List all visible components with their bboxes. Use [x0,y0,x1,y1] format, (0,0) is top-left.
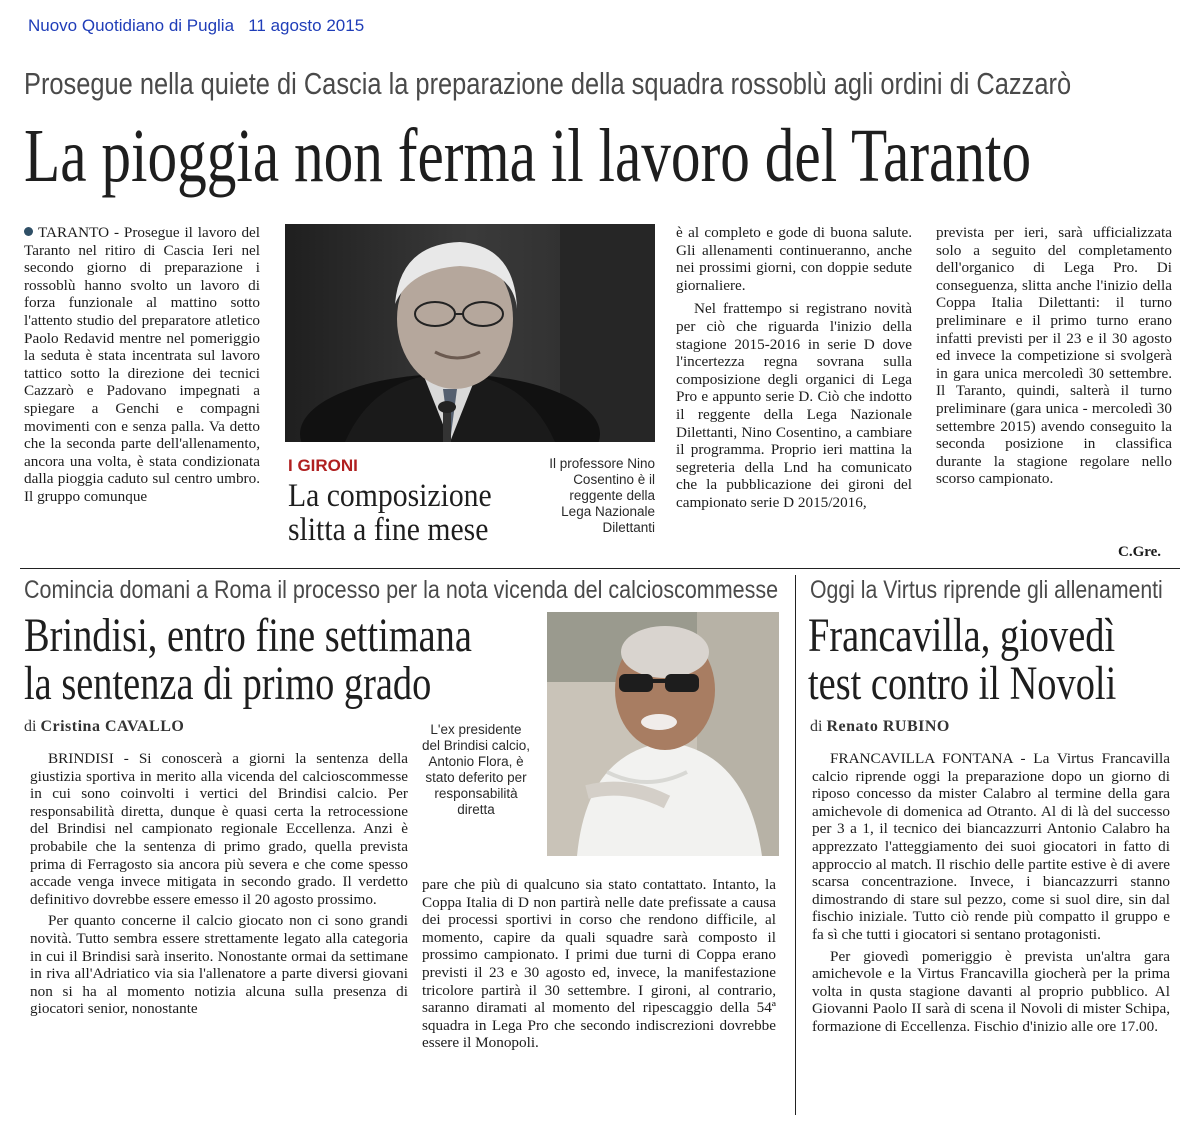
article1-signature: C.Gre. [1118,544,1162,560]
article3-byline [810,718,950,736]
photo-caption-flora: L'ex presidente del Brindisi calcio, Antonio Flora, è stato deferito per responsabilità diretta [421,722,531,817]
article2-kicker: Comincia domani a Roma il processo per la nota vicenda del calcioscommesse [24,576,779,604]
article3-p1: FRANCAVILLA FONTANA - La Virtus Francavilla calcio riprende oggi la preparazione dopo un giorno di riposo concesso da mister Calabro al termine della gara amichevole di domenica ad Otranto. Al di là del successo per 3 a 1, il tecnico dei biancazzurri Antonio Calabro ha apprezzato l'atteggiamento dei suoi giocatori in fatto di approccio al match. Il rischio delle partite estive è di avere scarsa concentrazione. Invece, i biancazzurri stanno dimostrando di stare sul pezzo, come si suol dire, sin dal fischio iniziale. Tutto ciò rende più compatto il gruppo e fa sì che tutti i giocatori si sentano protagonisti. [812,750,1170,943]
article1-col1 [24,224,260,506]
article1-title: La pioggia non ferma il lavoro del Taranto [24,114,1032,198]
article3-body [812,750,1170,1036]
article3-title-line1: Francavilla, giovedì [808,609,1116,662]
box-title-line2: slitta a fine mese [288,512,489,548]
article1-kicker: Prosegue nella quiete di Cascia la preparazione della squadra rossoblù agli ordini di Cazzarò [24,66,1072,101]
byline-prefix: di [810,718,823,735]
photo-antonio-flora [547,612,779,856]
author-name: Renato RUBINO [826,718,950,735]
article1-col4 [936,224,1172,488]
article2-col2-text: pare che più di qualcuno sia stato contattato. Intanto, la Coppa Italia di D non partirà nelle date prefissate a causa dei processi sportivi in corso che rendono difficile, al momento, capire da quali squadre sarà composto il prossimo campionato. I primi due turni di Coppa erano previsti il 23 e 30 agosto ed, invece, la manifestazione tricolore partirà il 30 settembre. I gironi, al contrario, saranno diramati al momento del ripescaggio della 54ª squadra in Lega Pro che secondo indiscrezioni dovrebbe essere il Monopoli. [422,876,776,1052]
byline-prefix: di [24,718,37,735]
article2-col1-p1: BRINDISI - Si conoscerà a giorni la sentenza della giustizia sportiva in merito alla vicenda del calcioscommesse in cui sono coinvolti i vertici del Brindisi calcio. Per responsabilità diretta, dunque è quasi certa la retrocessione del Brindisi nel campionato regionale Eccellenza. Anzi è probabile che la sentenza di primo grado, quella prevista prima di Ferragosto sia ancora più severa e che come spesso accade venga invece mitigata in secondo grado. Il verdetto definitivo dovrebbe essere emesso il 20 agosto prossimo. [30,750,408,908]
box-title-line1: La composizione [288,478,492,514]
article2-title-line2: la sentenza di primo grado [24,657,432,710]
article2-col1 [30,750,408,1018]
article1-col4-text: prevista per ieri, sarà ufficializzata solo a seguito del completamento dell'organico di Lega Pro. Di conseguenza, slitta anche l'inizio della Coppa Italia Dilettanti: il turno preliminare e il primo turno erano infatti previsti per il 23 e il 30 agosto ed invece la competizione si svolgerà in gara unica mercoledì 30 settembre. Il Taranto, quindi, salterà il turno preliminare (gara unica - mercoledì 30 settembre 2015) avendo conseguito la seconda posizione in classifica durante la stagione regolare nello scorso campionato. [936,224,1172,488]
article1-col1-text: TARANTO - Prosegue il lavoro del Taranto nel ritiro di Cascia Ieri nel secondo giorno di preparazione i rossoblù hanno svolto un lavoro di forza funzionale al mattino sotto l'attento studio del preparatore atletico Paolo Redavid mentre nel pomeriggio la seduta è stata incentrata sul lavoro tattico sotto la direzione dei tecnici Cazzarò e Padovano impegnati a spiegare a Genchi e compagni movimenti con e senza palla. Va detto che la seconda parte dell'allenamento, ancora una volta, è stata condizionata dalla pioggia caduto sul centro umbro. Il gruppo comunque [24,224,260,505]
article2-byline [24,718,184,736]
article1-col3-p1: è al completo e gode di buona salute. Gli allenamenti continueranno, anche nei prossimi giorni, con doppie sedute giornaliere. [676,224,912,294]
article2-col2 [422,876,776,1052]
article2-col1-p2: Per quanto concerne il calcio giocato non ci sono grandi novità. Tutto sembra essere strettamente legato alla categoria in cui il Brindisi sarà inserito. Nonostante ormai da settimane in riva all'Adriatico via sia l'allenatore a parte diversi giovani non si ha al momento notizia alcuna sulla presenza di giocatori senior, nonostante [30,912,408,1018]
box-label: I GIRONI [288,456,358,475]
author-name: Cristina CAVALLO [40,718,185,735]
article3-kicker: Oggi la Virtus riprende gli allenamenti [810,576,1163,604]
portrait-image-2 [547,612,779,856]
photo-caption-cosentino: Il professore Nino Cosentino è il reggente della Lega Nazionale Dilettanti [549,456,655,535]
source-label: Nuovo Quotidiano di Puglia 11 agosto 2015 [28,16,365,35]
column-divider [795,575,796,1115]
portrait-image [285,224,655,442]
article3-p2: Per giovedì pomeriggio è prevista un'altra gara amichevole e la Virtus Francavilla giocherà per la prima volta in qusta stagione davanti al proprio pubblico. Al Giovanni Paolo II sarà di scena il Novoli di mister Schipa, formazione di Eccellenza. Fischio d'inizio alle ore 17.00. [812,947,1170,1035]
article3-title-line2: test contro il Novoli [808,657,1117,710]
photo-nino-cosentino [285,224,655,442]
section-divider [20,568,1180,569]
article1-col3-p2: Nel frattempo si registrano novità per ciò che riguarda l'inizio della stagione 2015-2016 in serie D dove l'incertezza regna sovrana sulla composizione degli organici di Lega Pro e appunto serie D. Ciò che indotto il reggente della Lega Nazionale Dilettanti, Nino Cosentino, a cambiare il programma. Proprio ieri mattina la segreteria della Lnd ha comunicato che la pubblicazione dei gironi del campionato serie D 2015/2016, [676,300,912,511]
bullet-icon [24,227,33,236]
article1-col3 [676,224,912,512]
article2-title-line1: Brindisi, entro fine settimana [24,609,472,662]
